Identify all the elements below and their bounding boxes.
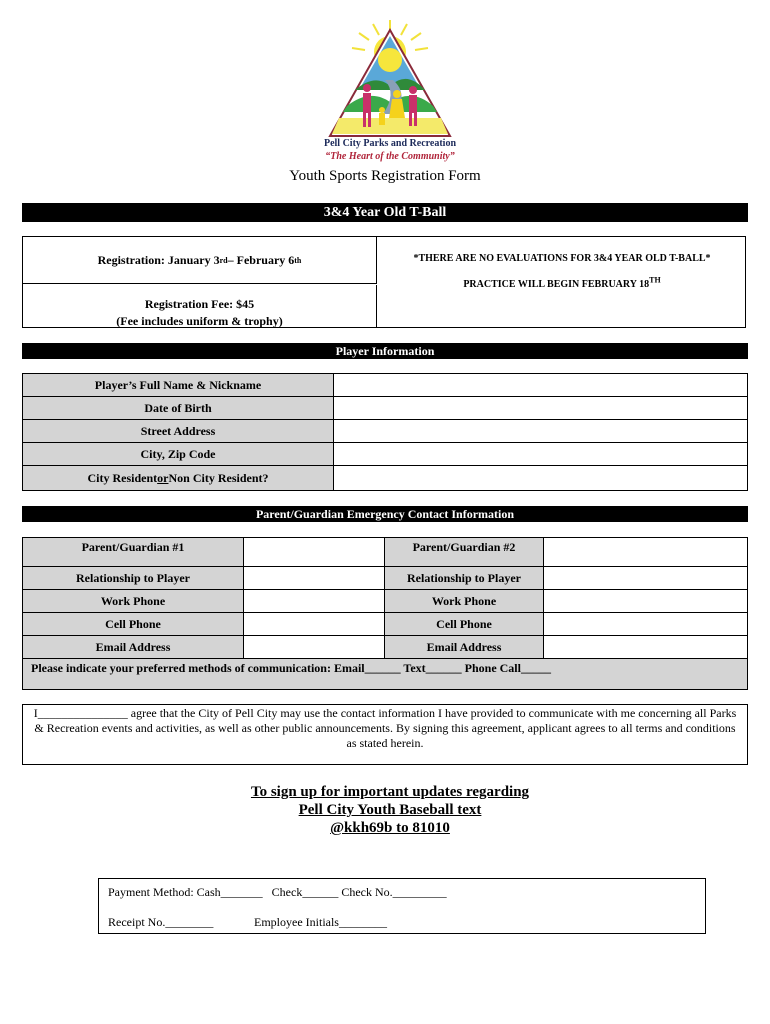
- cell-phone2-input[interactable]: [543, 612, 748, 636]
- contact-agreement: I_______________ agree that the City of Pell City may use the contact information I have provided to communicate with me concerning all Parks & Recreation events and activities, as well as other public announcements. By signing this agreement, applicant agrees to all terms and conditions as stated herein.: [22, 704, 748, 765]
- city-zip-input[interactable]: [333, 442, 748, 466]
- registration-dates: Registration: January 3 rd – February 6 th: [97, 253, 302, 267]
- registration-fee: Registration Fee: $45: [144, 297, 255, 311]
- work-phone1-input[interactable]: [243, 589, 385, 613]
- dob-label: Date of Birth: [22, 396, 334, 420]
- player-info-table: [22, 373, 748, 491]
- city-resident-input[interactable]: [333, 465, 748, 491]
- employee-initials[interactable]: Employee Initials________: [254, 915, 387, 929]
- form-title: Youth Sports Registration Form: [289, 168, 481, 184]
- receipt-number[interactable]: Receipt No.________: [108, 915, 214, 929]
- street-address-label: Street Address: [22, 419, 334, 443]
- guardian1-label: Parent/Guardian #1: [22, 537, 244, 567]
- updates-line-3: @kkh69b to 81010: [330, 820, 450, 836]
- guardian1-input[interactable]: [243, 537, 385, 567]
- cell-phone2-label: Cell Phone: [384, 612, 544, 636]
- no-evaluations-note: *THERE ARE NO EVALUATIONS FOR 3&4 YEAR OLD T-BALL*: [413, 253, 711, 264]
- relationship2-input[interactable]: [543, 566, 748, 590]
- payment-box: [98, 878, 706, 934]
- work-phone2-input[interactable]: [543, 589, 748, 613]
- communication-preference[interactable]: Please indicate your preferred methods of communication: Email______ Text______ Phone Call_____: [22, 658, 748, 690]
- street-address-input[interactable]: [333, 419, 748, 443]
- logo: [325, 18, 455, 166]
- email2-input[interactable]: [543, 635, 748, 659]
- work-phone2-label: Work Phone: [384, 589, 544, 613]
- cell-phone1-input[interactable]: [243, 612, 385, 636]
- dob-input[interactable]: [333, 396, 748, 420]
- player-name-label: Player’s Full Name & Nickname: [22, 373, 334, 397]
- city-resident-label: City Resident or Non City Resident?: [22, 465, 334, 491]
- practice-start-note: PRACTICE WILL BEGIN FEBRUARY 18TH: [463, 275, 661, 290]
- work-phone1-label: Work Phone: [22, 589, 244, 613]
- program-title-bar: 3&4 Year Old T-Ball: [22, 203, 748, 222]
- player-info-header: Player Information: [22, 343, 748, 359]
- email1-input[interactable]: [243, 635, 385, 659]
- player-name-input[interactable]: [333, 373, 748, 397]
- relationship1-input[interactable]: [243, 566, 385, 590]
- logo-org-name: Pell City Parks and Recreation: [323, 138, 457, 149]
- payment-method[interactable]: Payment Method: Cash_______ Check______ Check No._________: [108, 885, 447, 899]
- city-zip-label: City, Zip Code: [22, 442, 334, 466]
- registration-dates-cell: [23, 237, 377, 284]
- relationship1-label: Relationship to Player: [22, 566, 244, 590]
- relationship2-label: Relationship to Player: [384, 566, 544, 590]
- logo-tagline: “The Heart of the Community”: [325, 151, 455, 162]
- guardian2-label: Parent/Guardian #2: [384, 537, 544, 567]
- guardian2-input[interactable]: [543, 537, 748, 567]
- cell-phone1-label: Cell Phone: [22, 612, 244, 636]
- info-box: [22, 236, 746, 328]
- updates-line-1: To sign up for important updates regarding: [250, 784, 530, 800]
- parks-logo-icon: [325, 18, 455, 138]
- updates-line-2: Pell City Youth Baseball text: [298, 802, 482, 818]
- registration-fee-cell: [23, 285, 377, 327]
- guardian-info-table: [22, 537, 748, 690]
- email1-label: Email Address: [22, 635, 244, 659]
- email2-label: Email Address: [384, 635, 544, 659]
- fee-includes-note: (Fee includes uniform & trophy): [116, 314, 283, 328]
- guardian-info-header: Parent/Guardian Emergency Contact Information: [22, 506, 748, 522]
- updates-notice: [0, 783, 770, 837]
